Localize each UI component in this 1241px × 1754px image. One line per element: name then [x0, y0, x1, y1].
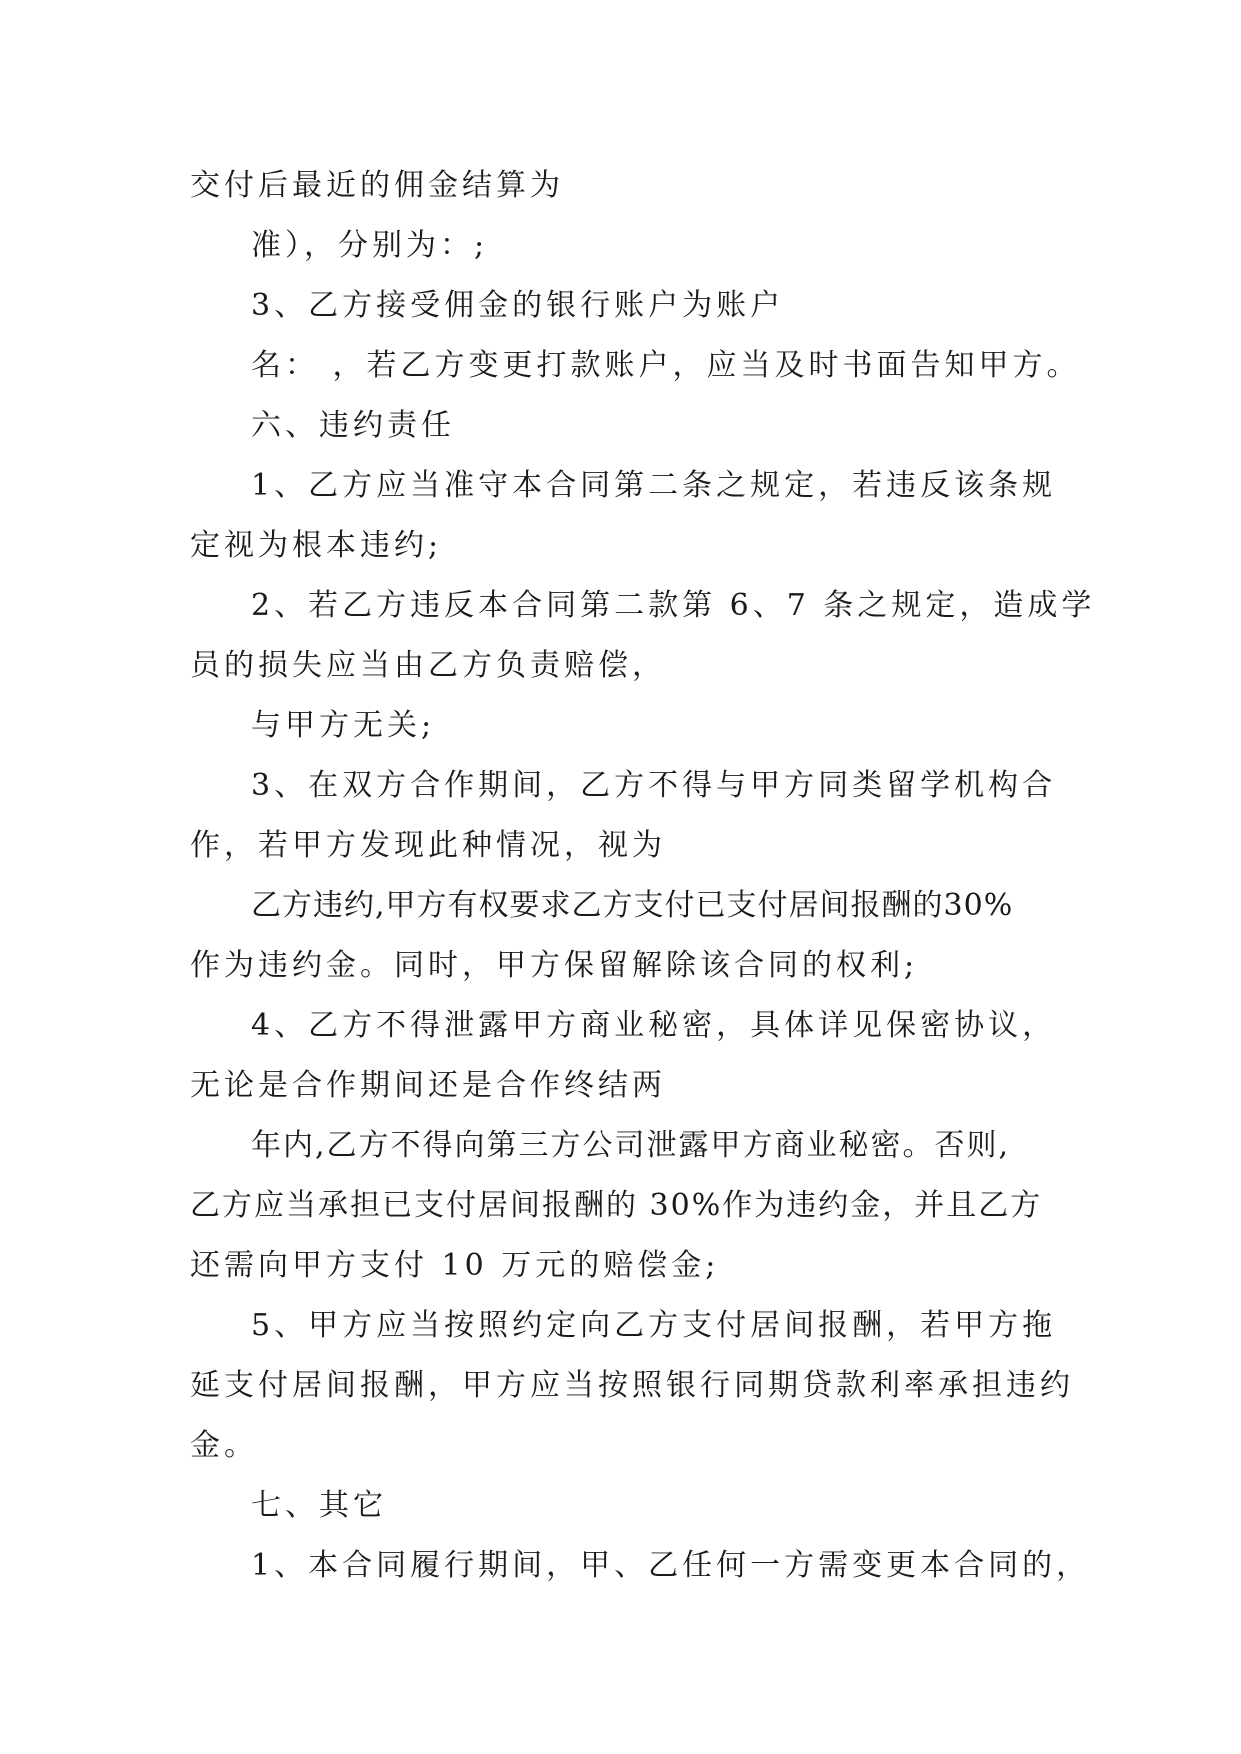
text-line: 交付后最近的佣金结算为 — [190, 168, 564, 203]
text-line: 乙方应当承担已支付居间报酬的 30%作为违约金，并且乙方 — [190, 1188, 1043, 1223]
text-line: 还需向甲方支付 10 万元的赔偿金; — [190, 1248, 720, 1283]
text-line: 作为违约金。同时，甲方保留解除该合同的权利; — [190, 948, 919, 983]
text-line: 3、在双方合作期间，乙方不得与甲方同类留学机构合 — [251, 768, 1057, 803]
text-line: 3、乙方接受佣金的银行账户为账户 — [251, 288, 785, 323]
text-line: 作，若甲方发现此种情况，视为 — [190, 828, 666, 863]
text-line: 延支付居间报酬，甲方应当按照银行同期贷款利率承担违约 — [190, 1368, 1074, 1403]
text-line: 名： ，若乙方变更打款账户，应当及时书面告知甲方。 — [251, 348, 1081, 383]
text-line: 4、乙方不得泄露甲方商业秘密，具体详见保密协议， — [251, 1008, 1057, 1043]
text-line: 与甲方无关; — [251, 708, 436, 743]
text-line: 准），分别为：; — [251, 228, 489, 263]
section-heading: 七、其它 — [251, 1488, 387, 1523]
text-line: 金。 — [190, 1428, 258, 1463]
text-line: 乙方违约,甲方有权要求乙方支付已支付居间报酬的30% — [251, 888, 1014, 923]
text-line: 2、若乙方违反本合同第二款第 6、7 条之规定，造成学 — [251, 588, 1096, 623]
text-line: 1、本合同履行期间，甲、乙任何一方需变更本合同的， — [251, 1548, 1091, 1583]
section-heading: 六、违约责任 — [251, 408, 455, 443]
text-line: 1、乙方应当准守本合同第二条之规定，若违反该条规 — [251, 468, 1057, 503]
text-line: 无论是合作期间还是合作终结两 — [190, 1068, 666, 1103]
text-line: 员的损失应当由乙方负责赔偿， — [190, 648, 666, 683]
text-line: 年内,乙方不得向第三方公司泄露甲方商业秘密。否则, — [251, 1128, 1011, 1163]
text-line: 5、甲方应当按照约定向乙方支付居间报酬，若甲方拖 — [251, 1308, 1057, 1343]
text-line: 定视为根本违约; — [190, 528, 443, 563]
